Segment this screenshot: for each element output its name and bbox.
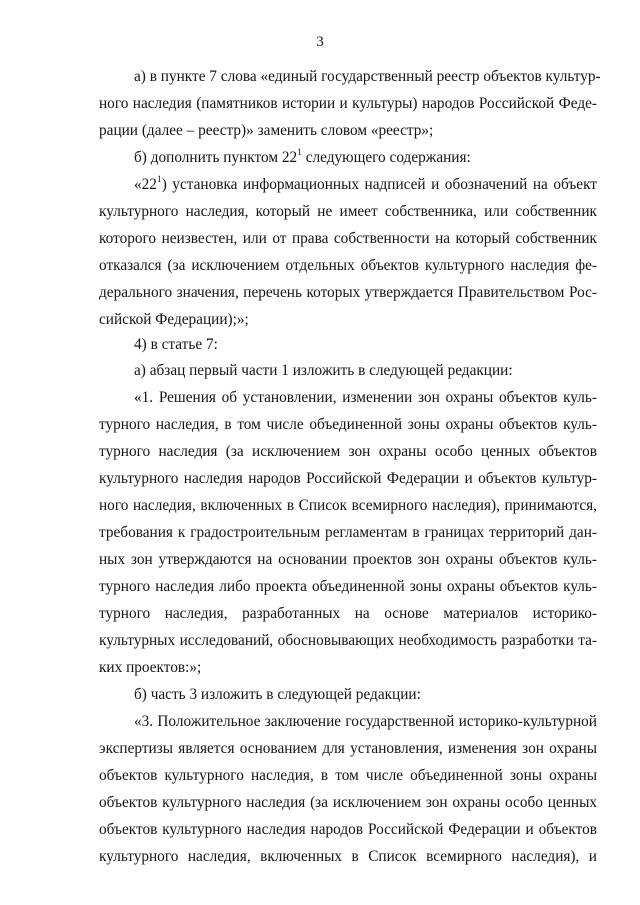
text-line: турного наследия (за исключением зон охраны особо ценных объектов bbox=[99, 443, 597, 460]
text-line: турного наследия либо проекта объединенной зоны охраны объектов куль- bbox=[99, 578, 597, 595]
text-line: культурных исследований, обосновывающих необходимость разработки та- bbox=[99, 632, 597, 649]
text-line: ных зон утверждаются на основании проектов зон охраны объектов куль- bbox=[99, 551, 597, 568]
superscript: 1 bbox=[297, 148, 302, 158]
text-line: «3. Положительное заключение государственной историко-культурной bbox=[134, 713, 597, 730]
text-line: которого неизвестен, или от права собственности на который собственник bbox=[99, 230, 597, 247]
text-line: требования к градостроительным регламентам в границах территорий дан- bbox=[99, 524, 597, 541]
text-line: культурного наследия, включенных в Список всемирного наследия), и bbox=[99, 848, 597, 865]
text-line: турного наследия, разработанных на основе материалов историко- bbox=[99, 605, 597, 622]
text-line: объектов культурного наследия, в том числе объединенной зоны охраны bbox=[99, 767, 597, 784]
text-line: б) часть 3 изложить в следующей редакции: bbox=[134, 686, 421, 703]
page-number: 3 bbox=[316, 34, 324, 50]
text-line: «1. Решения об установлении, изменении зон охраны объектов куль- bbox=[134, 389, 597, 406]
text-line: б) дополнить пунктом $22^1$ следующего содержания: bbox=[134, 148, 471, 166]
text-line: ких проектов:»; bbox=[99, 659, 202, 676]
text-line: ного наследия, включенных в Список всемирного наследия), принимаются, bbox=[99, 497, 597, 514]
text-line: отказался (за исключением отдельных объектов культурного наследия фе- bbox=[99, 257, 597, 274]
text-line: экспертизы является основанием для установления, изменения зон охраны bbox=[99, 740, 597, 757]
text-line: объектов культурного наследия народов Российской Федерации и объектов bbox=[99, 821, 597, 838]
text-line: «$22^1$) установка информационных надписей и обозначений на объект bbox=[134, 175, 597, 193]
text-line: рации (далее – реестр)» заменить словом «реестр»; bbox=[99, 122, 434, 139]
text-line: объектов культурного наследия (за исключением зон охраны особо ценных bbox=[99, 794, 597, 811]
text-line: турного наследия, в том числе объединенной зоны охраны объектов куль- bbox=[99, 416, 597, 433]
text-line: 4) в статье 7: bbox=[134, 336, 218, 353]
text-line: сийской Федерации);»; bbox=[99, 311, 249, 328]
text-line: а) абзац первый части 1 изложить в следующей редакции: bbox=[134, 362, 513, 379]
superscript: 1 bbox=[156, 175, 162, 185]
text-line: ного наследия (памятников истории и культуры) народов Российской Феде- bbox=[99, 95, 597, 112]
text-line: а) в пункте 7 слова «единый государственный реестр объектов культур- bbox=[134, 68, 601, 85]
text-line: культурного наследия народов Российской Федерации и объектов культур- bbox=[99, 470, 597, 487]
text-line: культурного наследия, который не имеет собственника, или собственник bbox=[99, 203, 597, 220]
text-line: дерального значения, перечень которых утверждается Правительством Рос- bbox=[99, 284, 597, 301]
